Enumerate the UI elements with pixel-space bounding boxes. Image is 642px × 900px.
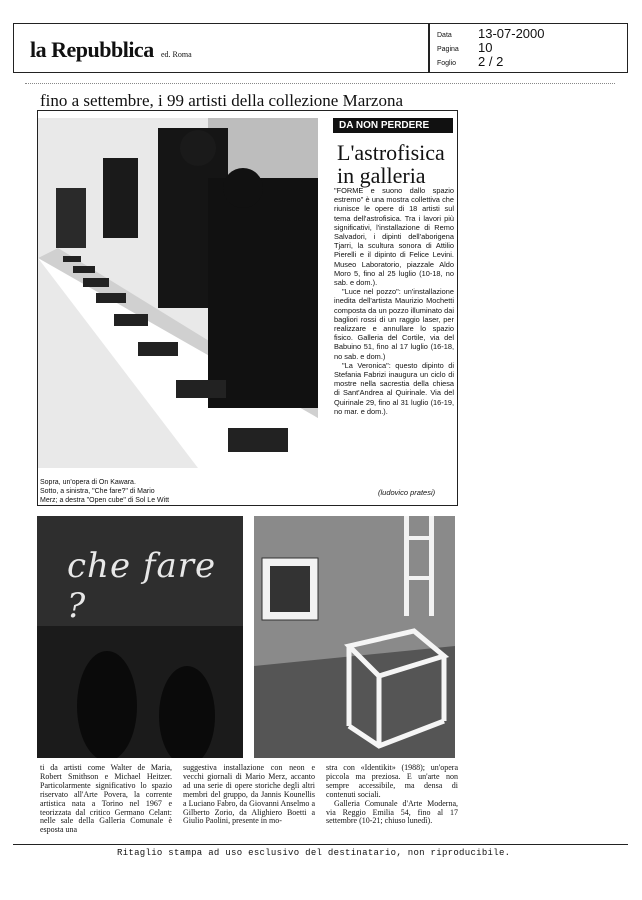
page-label: Pagina bbox=[437, 46, 459, 53]
caption-line: Merz; a destra "Open cube" di Sol Le Witt bbox=[40, 497, 170, 504]
reproduction-notice: Ritaglio stampa ad uso esclusivo del destinatario, non riproducibile. bbox=[117, 848, 511, 858]
photo-on-kawara bbox=[38, 118, 318, 468]
top-dotted-rule bbox=[25, 83, 615, 84]
sidebar-body bbox=[334, 186, 454, 416]
sidebar-title bbox=[337, 141, 445, 187]
column-paragraph: suggestiva installazione con neon e vecchi giornali di Mario Merz, accanto ad una serie di opere storiche degli altri membri del gruppo, da Jannis Kounellis a Luciano Fabro, da Giovanni Anselmo a Gilberto Zorio, da Alighiero Boetti a Giulio Paolini, presente in mo- bbox=[183, 763, 315, 826]
photo-caption bbox=[40, 478, 300, 505]
newspaper-logo: la Repubblica bbox=[30, 37, 154, 62]
open-cube-illustration bbox=[254, 516, 455, 758]
footer-rule bbox=[13, 844, 628, 845]
edition-label: ed. Roma bbox=[161, 50, 192, 59]
sidebar-signature: (ludovico pratesi) bbox=[378, 488, 436, 497]
sheet-label: Foglio bbox=[437, 60, 457, 67]
sidebar-title-line: in galleria bbox=[337, 163, 426, 188]
header-divider bbox=[428, 24, 430, 72]
date-value: 13-07-2000 bbox=[478, 26, 545, 41]
date-label: Data bbox=[437, 32, 452, 39]
sidebar-paragraph: "La Veronica": questo dipinto di Stefania Fabrizi inaugura un ciclo di mostre nella sacrestia della chiesa di Sant'Andrea al Quirinale. Via del Quirinale 29, fino al 31 luglio (16-19, no mar. e dom.). bbox=[334, 360, 454, 416]
on-kawara-illustration bbox=[38, 118, 318, 468]
article-column-3 bbox=[326, 764, 458, 826]
photo-open-cube bbox=[254, 516, 455, 758]
sidebar-tag: DA NON PERDERE bbox=[333, 118, 453, 133]
article-headline: fino a settembre, i 99 artisti della collezione Marzona bbox=[40, 91, 404, 110]
neon-text: che fare ? bbox=[67, 546, 217, 626]
article-column-1 bbox=[40, 764, 172, 835]
column-paragraph: stra con «Identikit» (1988); un'opera piccola ma preziosa. E un'arte non sempre accessibile, ma densa di contenuti sociali. bbox=[326, 763, 458, 799]
article-column-2 bbox=[183, 764, 315, 826]
sidebar-paragraph: "FORME e suono dallo spazio estremo" è una mostra collettiva che riunisce le opere di 18 artisti sul tema dell'astrofisica. Tra i lavori più significativi, l'installazione di Remo Salvadori, i dipinti dell'aborigena Tjarri, la scultura sonora di Attilio Pierelli e il dipinto di Felice Levini. Museo Laboratorio, piazzale Aldo Moro 5, fino al 25 luglio (10-18, no sab. e dom.). bbox=[334, 186, 454, 288]
caption-line: Sotto, a sinistra, "Che fare?" di Mario bbox=[40, 488, 155, 495]
photo-che-fare bbox=[37, 516, 243, 758]
column-paragraph: Galleria Comunale d'Arte Moderna, via Reggio Emilia 54, fino al 17 settembre (10-21; chiuso lunedì). bbox=[326, 798, 458, 826]
sidebar-paragraph: "Luce nel pozzo": un'installazione inedita dell'artista Maurizio Mochetti composta da un pozzo illuminato dai bagliori rossi di un raggio laser, per realizzare e annullare lo spazio fisico. Galleria del Cortile, via del Babuino 51, fino al 17 luglio (16-18, no sab. e dom.) bbox=[334, 287, 454, 361]
sidebar-title-line: L'astrofisica bbox=[337, 140, 445, 165]
sheet-value: 2 / 2 bbox=[478, 54, 504, 69]
column-paragraph: ti da artisti come Walter de Maria, Robert Smithson e Michael Heitzer. Particolarmente significativo lo spazio riservato all'Arte Povera, la corrente artistica nata a Torino nel 1967 e teorizzata dal critico Germano Celant: nelle sale della Galleria Comunale è esposta una bbox=[40, 763, 172, 835]
caption-line: Sopra, un'opera di On Kawara. bbox=[40, 479, 136, 486]
page-value: 10 bbox=[478, 40, 493, 55]
